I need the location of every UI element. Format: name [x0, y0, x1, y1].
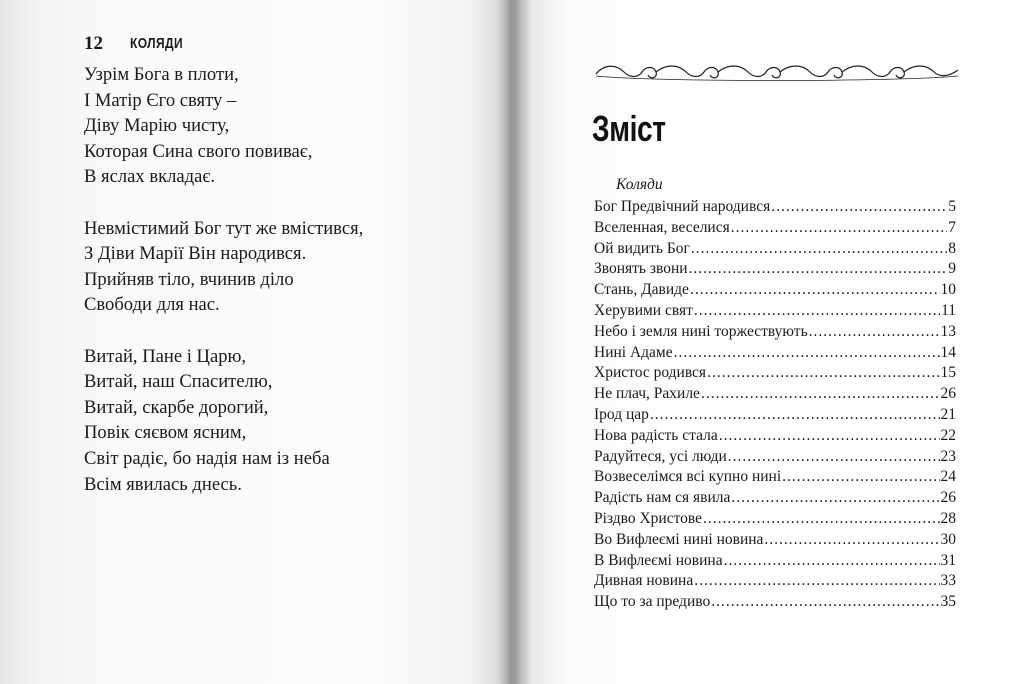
- toc-entry: [594, 343, 956, 364]
- poem-line: Узрім Бога в плоти,: [84, 64, 239, 85]
- toc-entry-page: 5: [948, 198, 956, 215]
- toc-entry-page: 31: [940, 551, 956, 569]
- toc-entry-title: Бог Предвічний народився: [594, 198, 771, 215]
- toc-entry-title: Не плач, Рахиле: [594, 385, 700, 403]
- toc-entry: [594, 280, 956, 301]
- toc-entry-title: Ой видить Бог: [594, 239, 690, 257]
- toc-leader-dots: [782, 467, 939, 488]
- toc-entry-title: Що то за предиво: [594, 593, 711, 611]
- toc-leader-dots: [728, 447, 940, 468]
- toc-entry-page: 23: [940, 447, 956, 465]
- toc-entry-title: Небо і земля нині торжествують: [594, 322, 808, 340]
- toc-leader-dots: [707, 363, 939, 384]
- toc-entry-title: Вселенная, веселися: [594, 218, 730, 236]
- toc-entry: [594, 592, 956, 613]
- poem-line: Всім явилась днесь.: [84, 473, 242, 495]
- toc-entry: [594, 197, 956, 218]
- poem-line: Витай, Пане і Царю,: [84, 345, 247, 367]
- toc-entry-title: Нині Адаме: [594, 343, 673, 361]
- toc-entry-page: 30: [940, 530, 956, 548]
- toc-leader-dots: [650, 405, 940, 426]
- toc-entry-title: Стань, Давиде: [594, 281, 689, 299]
- toc-entry: [594, 384, 956, 405]
- toc-entry: [594, 467, 956, 488]
- toc-entry-page: 22: [940, 426, 956, 444]
- toc-entry-page: 35: [940, 593, 956, 611]
- poem-line: І Матір Єго святу –: [84, 89, 237, 111]
- poem-stanza: [84, 216, 363, 318]
- toc-entry-title: Во Вифлеємі нині новина: [594, 530, 764, 548]
- toc-entry: [594, 488, 956, 509]
- page-number: 12: [84, 33, 103, 54]
- poem-line: Діву Марію чисту,: [84, 115, 230, 137]
- toc-entry-title: Ірод цар: [594, 405, 649, 423]
- poem-line: Витай, наш Спасителю,: [84, 371, 273, 393]
- toc-entry-title: Возвеселімся всі купно нині: [594, 468, 782, 486]
- toc-entry-page: 8: [948, 239, 956, 257]
- toc-entry-page: 21: [940, 405, 956, 423]
- toc-entry-title: Дивная новина: [594, 572, 694, 590]
- toc-leader-dots: [689, 259, 948, 280]
- toc-heading: Зміст: [592, 108, 666, 149]
- poem-line: Витай, скарбе дорогий,: [84, 396, 269, 418]
- toc-entry-title: Христос родився: [594, 364, 707, 382]
- poem-line: Прийняв тіло, вчинив діло: [84, 268, 294, 290]
- toc-leader-dots: [711, 592, 939, 613]
- decorative-ornament-icon: [594, 62, 960, 84]
- book-gutter-shadow: [496, 0, 546, 684]
- poem-line: Которая Сина свого повиває,: [84, 140, 313, 162]
- toc-leader-dots: [731, 488, 939, 509]
- toc-entry-page: 13: [940, 322, 956, 340]
- toc-entry-title: В Вифлеємі новина: [594, 551, 723, 569]
- poem-line: Свободи для нас.: [84, 294, 220, 316]
- toc-entry: [594, 426, 956, 447]
- poem-line: В яслах вкладає.: [84, 166, 216, 188]
- toc-entry: [594, 363, 956, 384]
- toc-entry-title: Радуйтеся, усі люди: [594, 447, 727, 465]
- poem-text: [84, 62, 363, 523]
- toc-entry: [594, 239, 956, 260]
- toc-leader-dots: [690, 280, 940, 301]
- toc-leader-dots: [674, 343, 940, 364]
- toc-entry: [594, 218, 956, 239]
- toc-leader-dots: [719, 426, 940, 447]
- toc-entry: [594, 301, 956, 322]
- toc-entry-page: 26: [940, 489, 956, 507]
- toc-entry-page: 26: [940, 385, 956, 403]
- toc-section-label: Коляди: [616, 176, 663, 193]
- toc-entry: [594, 259, 956, 280]
- toc-entry-page: 11: [941, 301, 956, 319]
- toc-entry-title: Херувими свят: [594, 301, 693, 319]
- toc-entry-page: 28: [940, 509, 956, 527]
- toc-leader-dots: [701, 384, 940, 405]
- poem-stanza: [84, 62, 363, 190]
- running-title: КОЛЯДИ: [130, 35, 183, 52]
- toc-leader-dots: [771, 197, 947, 218]
- toc-entry-page: 7: [948, 218, 956, 236]
- toc-entry-page: 24: [940, 468, 956, 486]
- toc-entry-title: Радість нам ся явила: [594, 489, 731, 507]
- toc-entry-page: 15: [940, 364, 956, 382]
- toc-leader-dots: [731, 218, 948, 239]
- toc-entry-title: Нова радість стала: [594, 426, 718, 444]
- toc-entry: [594, 551, 956, 572]
- toc-entry: [594, 530, 956, 551]
- toc-entry: [594, 447, 956, 468]
- toc-leader-dots: [691, 239, 947, 260]
- toc-entry-page: 9: [948, 260, 956, 278]
- toc-entry-page: 33: [940, 572, 956, 590]
- toc-leader-dots: [694, 301, 940, 322]
- toc-entry-title: Різдво Христове: [594, 509, 703, 527]
- toc-leader-dots: [694, 571, 939, 592]
- toc-entry-page: 14: [940, 343, 956, 361]
- poem-line: Світ радіє, бо надія нам із неба: [84, 447, 330, 469]
- toc-leader-dots: [724, 551, 940, 572]
- toc-leader-dots: [764, 530, 939, 551]
- poem-line: З Діви Марії Він народився.: [84, 243, 307, 265]
- toc-entry: [594, 571, 956, 592]
- toc-entry: [594, 405, 956, 426]
- poem-stanza: [84, 344, 363, 498]
- toc-entry-page: 10: [940, 281, 956, 299]
- toc-entry: [594, 509, 956, 530]
- toc-entry: [594, 322, 956, 343]
- poem-line: Повік сяєвом ясним,: [84, 422, 247, 444]
- toc-leader-dots: [703, 509, 939, 530]
- toc-entry-title: Звонять звони: [594, 260, 688, 278]
- poem-line: Невмістимий Бог тут же вмістився,: [84, 217, 364, 239]
- toc-leader-dots: [809, 322, 940, 343]
- table-of-contents: [594, 197, 956, 613]
